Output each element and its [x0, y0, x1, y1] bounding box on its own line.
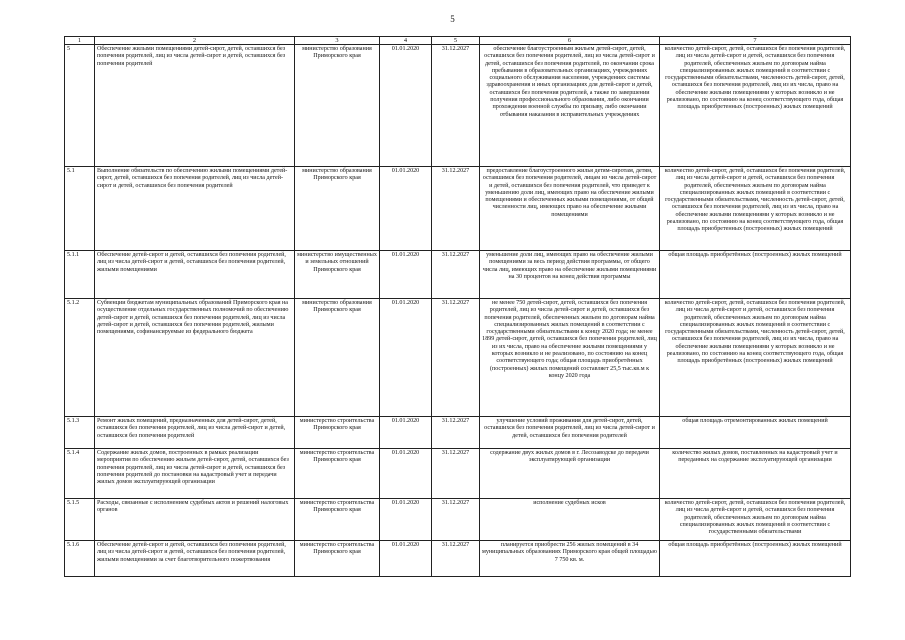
end-date: 31.12.2027	[432, 299, 480, 417]
column-number: 2	[95, 37, 295, 45]
responsible-executor: министерство имущественных и земельных отношений Приморского края	[295, 251, 380, 299]
indicator-link: количество детей-сирот, детей, оставшихся без попечения родителей, лиц из числа детей-сирот и детей, оставшихся без попечения родителей, обеспеченных жильем по договорам найма специализированных жилых помещений в соответствии с государственными обязательствами, численность детей-сирот, детей, оставшихся без попечения родителей, лиц из их числа, право на обеспечение жилыми помещениями у которых возникло и не реализовано, по состоянию на конец соответствующего года, общая площадь приобретённых (построенных) жилых помещений	[660, 299, 851, 417]
expected-result: улучшение условий проживания для детей-сирот, детей, оставшихся без попечения родителей, лиц из числа детей-сирот и детей, оставшихся без попечения родителей	[480, 417, 660, 449]
row-number: 5.1.3	[65, 417, 95, 449]
end-date: 31.12.2027	[432, 499, 480, 541]
indicator-link: количество жилых домов, поставленных на кадастровый учет и переданных на содержание эксплуатирующей организации	[660, 449, 851, 499]
start-date: 01.01.2020	[380, 299, 432, 417]
indicator-link: количество детей-сирот, детей, оставшихся без попечения родителей, лиц из числа детей-сирот и детей, оставшихся без попечения родителей, обеспеченных жильем по договорам найма специализированных жилых помещений в соответствии с государственными обязательствами, численность детей-сирот, детей, оставшихся без попечения родителей, лиц из их числа, право на обеспечение жилыми помещениями у которых возникло и не реализовано, по состоянию на конец соответствующего года, общая площадь приобретенных (построенных) жилых помещений	[660, 45, 851, 167]
column-number: 7	[660, 37, 851, 45]
expected-result: уменьшение доли лиц, имеющих право на обеспечение жилыми помещениями за весь период действия программы, от общего числа лиц, имеющих право на обеспечение жилыми помещениями на 30 процентов на конец действия программы	[480, 251, 660, 299]
activity-name: Обеспечение жилыми помещениями детей-сирот, детей, оставшихся без попечения родителей, лиц из числа детей-сирот и детей, оставшихся без попечения родителей	[95, 45, 295, 167]
responsible-executor: министерство строительства Приморского края	[295, 499, 380, 541]
table-row	[65, 167, 851, 251]
start-date: 01.01.2020	[380, 251, 432, 299]
column-number: 6	[480, 37, 660, 45]
end-date: 31.12.2027	[432, 167, 480, 251]
expected-result: предоставление благоустроенного жилья детям-сиротам, детям, оставшимся без попечения родителей, лицам из числа детей-сирот и детей, оставшихся без попечения родителей, что приведет к уменьшению доли лиц, имеющих право на обеспечение жилыми помещениями и обеспеченных жилыми помещениями, от общей численности лиц, имеющих право на обеспечение жилыми помещениями	[480, 167, 660, 251]
expected-result: обеспечение благоустроенным жильем детей-сирот, детей, оставшихся без попечения родителей, лиц из числа детей-сирот и детей, оставшихся без попечения родителей, по окончании срока пребывания в образовательных организациях, учреждениях социального обслуживания населения, учреждениях системы здравоохранения и иных организациях для детей-сирот и детей, оставшихся без попечения родителей, а также по завершении получения профессионального образования, либо окончании прохождения военной службы по призыву, либо окончании отбывания наказания в исправительных учреждениях	[480, 45, 660, 167]
indicator-link: общая площадь отремонтированных жилых помещений	[660, 417, 851, 449]
row-number: 5.1.1	[65, 251, 95, 299]
column-number-row	[65, 37, 851, 45]
table-row	[65, 449, 851, 499]
row-number: 5.1.6	[65, 541, 95, 577]
end-date: 31.12.2027	[432, 541, 480, 577]
page-number: 5	[450, 14, 455, 24]
responsible-executor: министерство образования Приморского края	[295, 167, 380, 251]
activity-name: Расходы, связанные с исполнением судебных актов и решений налоговых органов	[95, 499, 295, 541]
end-date: 31.12.2027	[432, 45, 480, 167]
row-number: 5	[65, 45, 95, 167]
end-date: 31.12.2027	[432, 449, 480, 499]
row-number: 5.1.2	[65, 299, 95, 417]
activity-name: Обеспечение детей-сирот и детей, оставшихся без попечения родителей, лиц из числа детей-сирот и детей, оставшихся без попечения родителей, жилыми помещениями	[95, 251, 295, 299]
end-date: 31.12.2027	[432, 417, 480, 449]
indicator-link: общая площадь приобретённых (построенных) жилых помещений	[660, 251, 851, 299]
start-date: 01.01.2020	[380, 541, 432, 577]
activity-name: Ремонт жилых помещений, предназначенных для детей-сирот, детей, оставшихся без попечения родителей, лиц из числа детей-сирот и детей, оставшихся без попечения родителей	[95, 417, 295, 449]
start-date: 01.01.2020	[380, 167, 432, 251]
table-row	[65, 541, 851, 577]
indicator-link: количество детей-сирот, детей, оставшихся без попечения родителей, лиц из числа детей-сирот и детей, оставшихся без попечения родителей, обеспеченных жильем по договорам найма специализированных жилых помещений в соответствии с государственными обязательствами	[660, 499, 851, 541]
table-row	[65, 499, 851, 541]
table-row	[65, 417, 851, 449]
start-date: 01.01.2020	[380, 417, 432, 449]
responsible-executor: министерство строительства Приморского края	[295, 417, 380, 449]
indicator-link: количество детей-сирот, детей, оставшихся без попечения родителей, лиц из числа детей-сирот и детей, оставшихся без попечения родителей, обеспеченных жильем по договорам найма специализированных жилых помещений в соответствии с государственными обязательствами, численность детей-сирот, детей, оставшихся без попечения родителей, лиц из их числа, право на обеспечение жилыми помещениями у которых возникло и не реализовано, по состоянию на конец соответствующего года, общая площадь приобретенных (построенных) жилых помещений	[660, 167, 851, 251]
activity-name: Содержание жилых домов, построенных в рамках реализации мероприятия по обеспечению жильем детей-сирот, детей, оставшихся без попечения родителей, лиц из числа детей-сирот и детей, оставшихся без попечения родителей до постановки на кадастровый учет и передачи жилых домов эксплуатирующей организации	[95, 449, 295, 499]
start-date: 01.01.2020	[380, 449, 432, 499]
program-activities-table	[64, 36, 851, 577]
column-number: 4	[380, 37, 432, 45]
expected-result: содержание двух жилых домов в г. Лесозаводске до передачи эксплуатирующей организации	[480, 449, 660, 499]
column-number: 5	[432, 37, 480, 45]
responsible-executor: министерство строительства Приморского края	[295, 541, 380, 577]
responsible-executor: министерство образования Приморского края	[295, 45, 380, 167]
expected-result: не менее 750 детей-сирот, детей, оставшихся без попечения родителей, лиц из числа детей-сирот и детей, оставшихся без попечения родителей, обеспеченных жильем по договорам найма специализированных жилых помещений в соответствии с государственными обязательствами к концу 2020 года; не менее 1899 детей-сирот, детей, оставшихся без попечения родителей, лиц из их числа, право на обеспечение жилыми помещениями у которых возникло и не реализовано, по состоянию на конец соответствующего года; общая площадь приобретённых (построенных) жилых помещений составляет 25,5 тыс.кв.м к концу 2020 года	[480, 299, 660, 417]
indicator-link: общая площадь приобретённых (построенных) жилых помещений	[660, 541, 851, 577]
start-date: 01.01.2020	[380, 45, 432, 167]
column-number: 1	[65, 37, 95, 45]
expected-result: планируется приобрести 256 жилых помещений в 34 муниципальных образованиях Приморского края общей площадью 7 750 кв. м.	[480, 541, 660, 577]
start-date: 01.01.2020	[380, 499, 432, 541]
responsible-executor: министерство образования Приморского края	[295, 299, 380, 417]
activity-name: Субвенции бюджетам муниципальных образований Приморского края на осуществление отдельных государственных полномочий по обеспечению детей-сирот и детей, оставшихся без попечения родителей, лиц из числа детей-сирот и детей, оставшихся без попечения родителей, жилыми помещениями, софинансируемые из федерального бюджета	[95, 299, 295, 417]
activity-name: Выполнение обязательств по обеспечению жилыми помещениями детей-сирот, детей, оставшихся без попечения родителей, лиц из числа детей-сирот и детей, оставшихся без попечения родителей	[95, 167, 295, 251]
end-date: 31.12.2027	[432, 251, 480, 299]
row-number: 5.1	[65, 167, 95, 251]
table-row	[65, 45, 851, 167]
activity-name: Обеспечение детей-сирот и детей, оставшихся без попечения родителей, лиц из числа детей-сирот и детей, оставшихся без попечения родителей, жилыми помещениями за счет благотворительного пожертвования	[95, 541, 295, 577]
expected-result: исполнение судебных исков	[480, 499, 660, 541]
column-number: 3	[295, 37, 380, 45]
table-row	[65, 299, 851, 417]
row-number: 5.1.4	[65, 449, 95, 499]
table-row	[65, 251, 851, 299]
row-number: 5.1.5	[65, 499, 95, 541]
responsible-executor: министерство строительства Приморского края	[295, 449, 380, 499]
